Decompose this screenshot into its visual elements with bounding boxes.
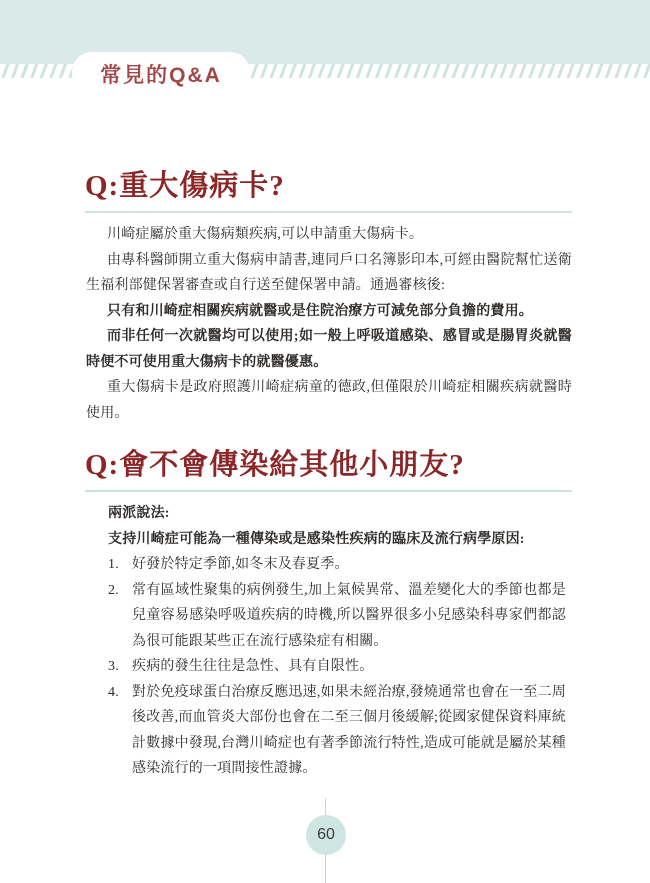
question-heading: Q:重大傷病卡?	[85, 168, 572, 213]
list-item-number: 2.	[108, 582, 119, 598]
paragraph: 川崎症屬於重大傷病類疾病,可以申請重大傷病卡。	[107, 227, 424, 242]
paragraph: 重大傷病卡是政府照護川崎症病童的德政,但僅限於川崎症相關疾病就醫時使用。	[86, 380, 572, 421]
answer-body	[86, 222, 572, 426]
chapter-header-tab	[72, 52, 250, 95]
list-item	[108, 552, 566, 578]
list-item-number: 4.	[108, 684, 119, 700]
paragraph-emphasis: 而非任何一次就醫均可以使用;如一般上呼吸道感染、感冒或是腸胃炎就醫時便不可使用重大傷病卡的就醫優惠。	[86, 329, 572, 370]
page-number-badge	[306, 815, 346, 855]
list-item-number: 3.	[108, 659, 119, 674]
list-item	[108, 680, 566, 782]
list-item-text: 常有區域性聚集的病例發生,加上氣候異常、溫差變化大的季節也都是兒童容易感染呼吸道疾病的時機,所以醫界很多小兒感染科專家們都認為很可能跟某些正在流行感染症有相關。	[132, 582, 566, 649]
answer-body	[108, 501, 566, 782]
paragraph: 由專科醫師開立重大傷病申請書,連同戶口名簿影印本,可經由醫院幫忙送衛生福利部健保署審查或自行送至健保署申請。通過審核後:	[86, 252, 572, 293]
list-item	[108, 654, 566, 680]
intro-line: 支持川崎症可能為一種傳染或是感染性疾病的臨床及流行病學原因:	[108, 531, 525, 547]
list-item	[108, 578, 566, 655]
list-item-text: 對於免疫球蛋白治療反應迅速,如果未經治療,發燒通常也會在一至二周後改善,而血管炎大部份也會在二至三個月後緩解;從國家健保資料庫統計數據中發現,台灣川崎症也有著季節流行特性,造成可能就是屬於某種感染流行的一項間接性證據。	[132, 684, 566, 776]
chapter-title: 常見的Q&A	[100, 63, 222, 87]
list-item-number: 1.	[108, 557, 119, 572]
qa-section-contagious	[86, 447, 572, 782]
paragraph-emphasis: 只有和川崎症相關疾病就醫或是住院治療方可減免部分負擔的費用。	[107, 303, 533, 319]
question-heading: Q:會不會傳染給其他小朋友?	[85, 447, 572, 492]
intro-line: 兩派說法:	[108, 506, 170, 521]
list-item-text: 好發於特定季節,如冬末及春夏季。	[132, 557, 349, 572]
page-number: 60	[317, 826, 335, 843]
numbered-list	[108, 552, 566, 782]
list-item-text: 疾病的發生往往是急性、具有自限性。	[132, 659, 374, 674]
